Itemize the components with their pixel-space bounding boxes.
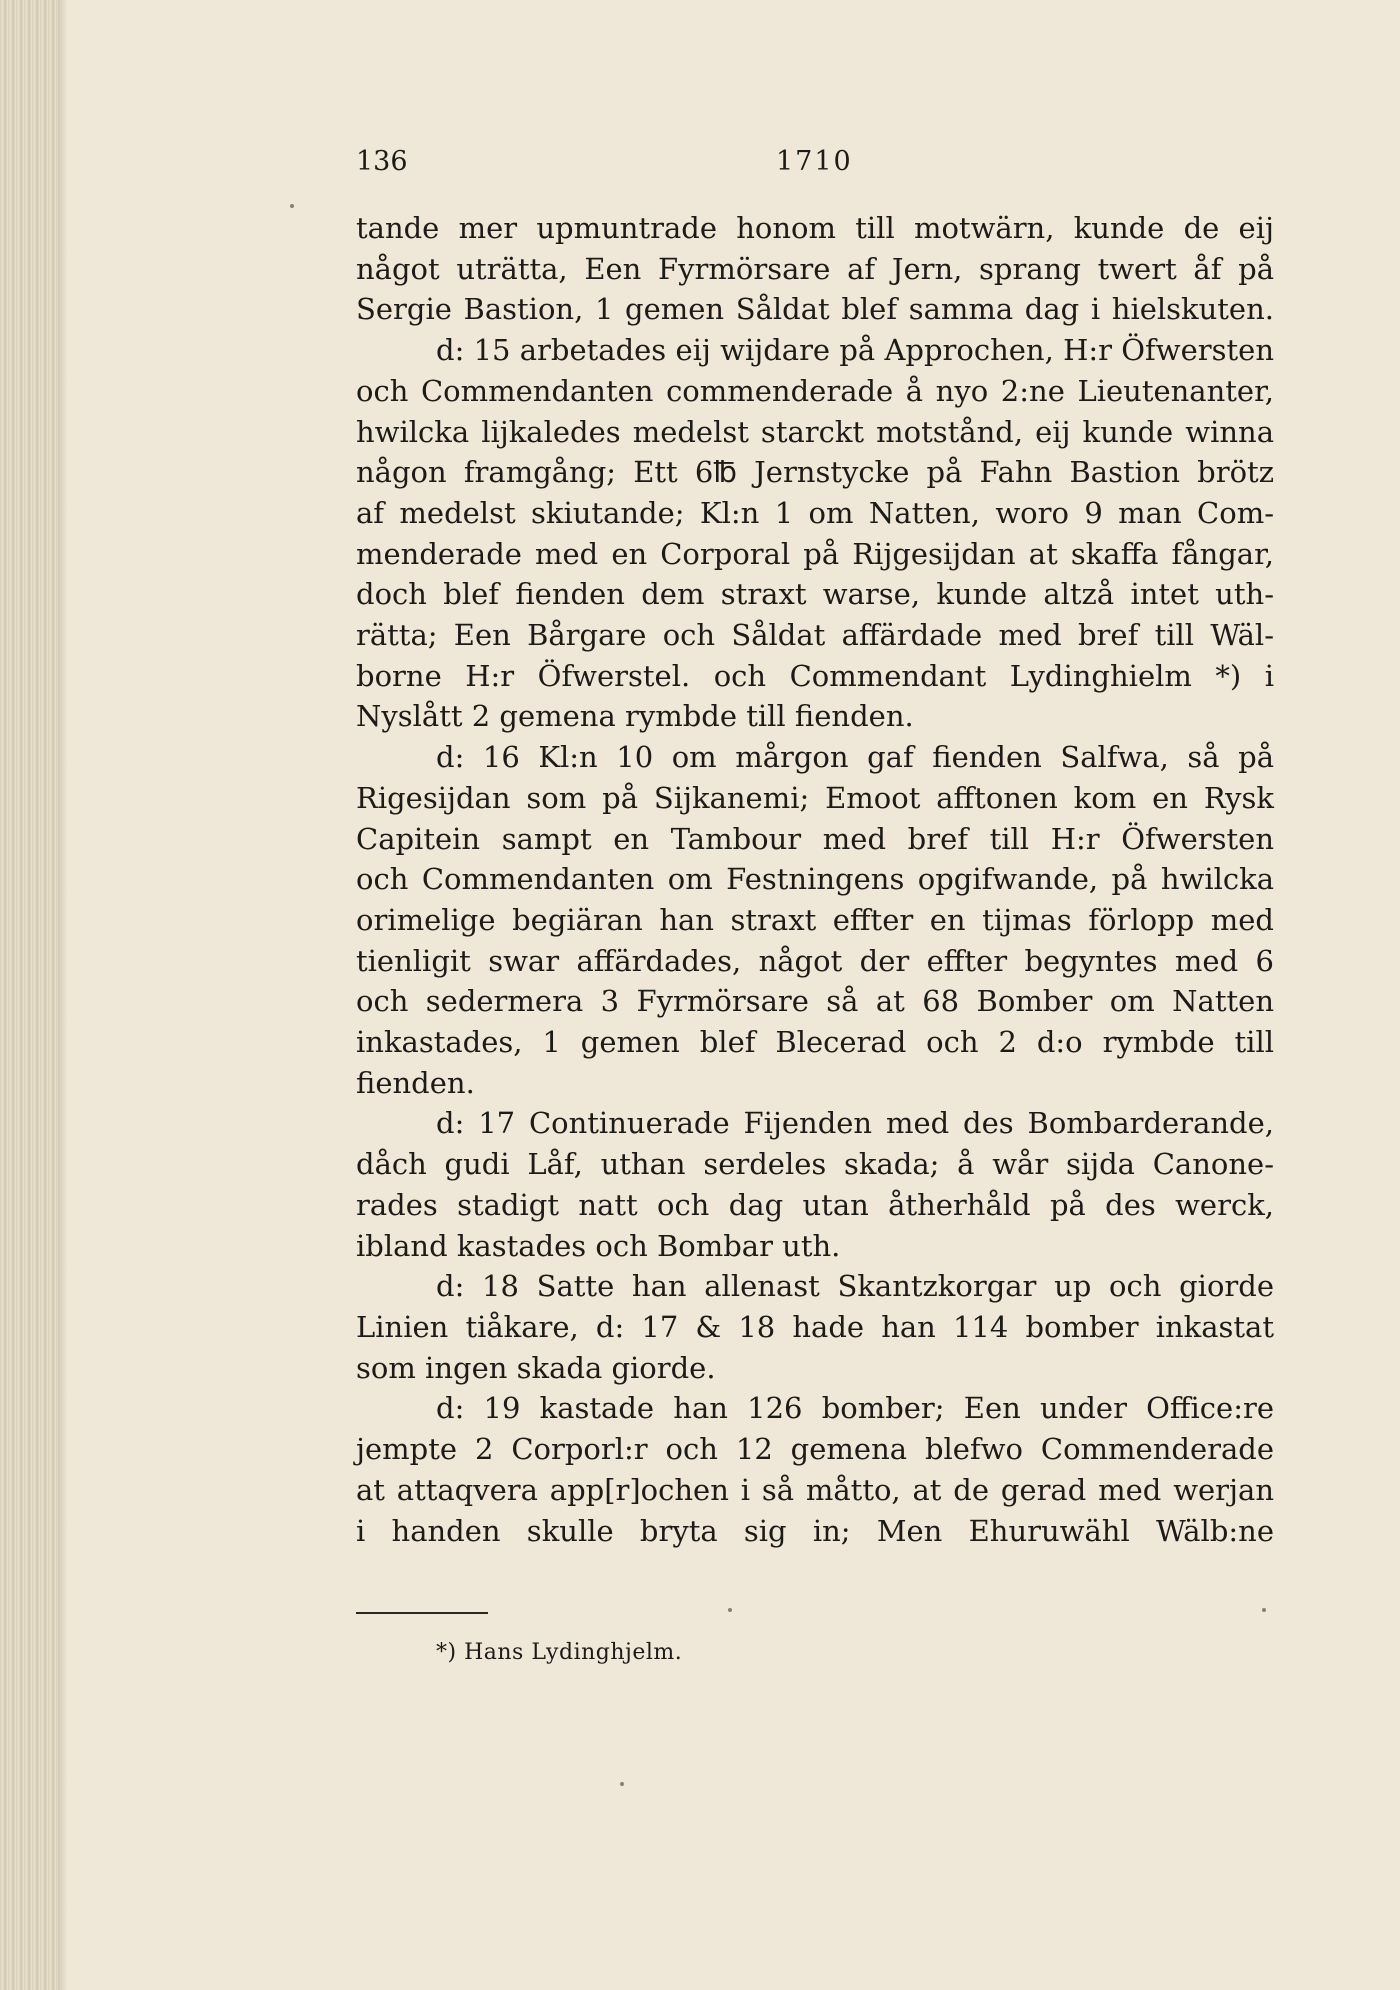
paper-speck (1262, 1608, 1266, 1612)
text-line: at attaqvera app[r]ochen i så måtto, at de gerad med werjan (356, 1472, 1274, 1507)
paragraph (356, 1388, 1274, 1551)
book-binding-edge (0, 0, 58, 1990)
page-number: 136 (356, 146, 408, 177)
page-header (356, 146, 1256, 186)
text-line: tande mer upmuntrade honom till motwärn, kunde de eij (356, 211, 1274, 245)
text-line: Rigesijdan som på Sijkanemi; Emoot afftonen kom en Rysk (356, 780, 1274, 815)
text-line: rades stadigt natt och dag utan åtherhåld på des werck, (356, 1187, 1274, 1222)
page-year: 1710 (776, 146, 853, 177)
footnote-divider (356, 1612, 488, 1614)
text-line: hwilcka lijkaledes medelst starckt motstånd, eij kunde winna (356, 414, 1274, 449)
text-line: d: 16 Kl:n 10 om mårgon gaf fienden Salfwa, så på (436, 740, 1274, 775)
paper-speck (620, 1782, 624, 1786)
text-line: i handen skulle bryta sig in; Men Ehuruwähl Wälb:ne (356, 1513, 1274, 1548)
paragraph (356, 1266, 1274, 1388)
body-text (356, 208, 1274, 1551)
text-line: inkastades, 1 gemen blef Blecerad och 2 d:o rymbde till (356, 1025, 1274, 1060)
text-line: borne H:r Öfwerstel. och Commendant Lydinghielm *) i (356, 658, 1274, 693)
paragraph (356, 1103, 1274, 1266)
text-line: d: 18 Satte han allenast Skantzkorgar up och giorde (436, 1269, 1274, 1304)
paragraph (356, 208, 1274, 330)
text-line: Sergie Bastion, 1 gemen Såldat blef samma dag i hielskuten. (356, 292, 1274, 327)
text-line: och Commendanten commenderade å nyo 2:ne Lieutenanter, (356, 373, 1274, 408)
text-line: jempte 2 Corporl:r och 12 gemena blefwo Commenderade (356, 1432, 1274, 1467)
text-line: dåch gudi Låf, uthan serdeles skada; å wår sijda Canone- (356, 1147, 1274, 1182)
text-line: tienligit swar affärdades, något der effter begyntes med 6 (356, 943, 1274, 978)
text-line: Capitein sampt en Tambour med bref till H:r Öfwersten (356, 821, 1274, 856)
text-line: af medelst skiutande; Kl:n 1 om Natten, woro 9 man Com- (356, 495, 1274, 530)
paragraph (356, 330, 1274, 737)
text-line: och sedermera 3 Fyrmörsare så at 68 Bomber om Natten (356, 984, 1274, 1019)
text-line: som ingen skada giorde. (356, 1350, 716, 1385)
text-line: och Commendanten om Festningens opgifwande, på hwilcka (356, 862, 1274, 897)
paper-speck (728, 1608, 732, 1612)
footnote: *) Hans Lydinghjelm. (436, 1640, 683, 1665)
text-line: doch blef fienden dem straxt warse, kunde altzå intet uth- (356, 577, 1274, 612)
text-line: orimelige begiäran han straxt effter en tijmas förlopp med (356, 902, 1274, 937)
text-line: någon framgång; Ett 6℔ Jernstycke på Fahn Bastion brötz (356, 455, 1274, 490)
text-line: menderade med en Corporal på Rijgesijdan at skaffa fångar, (356, 536, 1274, 571)
text-line: Nyslått 2 gemena rymbde till fienden. (356, 699, 914, 734)
text-line: d: 17 Continuerade Fijenden med des Bombarderande, (436, 1106, 1274, 1141)
text-line: ibland kastades och Bombar uth. (356, 1228, 841, 1263)
paragraph (356, 737, 1274, 1103)
text-line: d: 15 arbetades eij wijdare på Approchen, H:r Öfwersten (436, 333, 1274, 368)
text-line: d: 19 kastade han 126 bomber; Een under Office:re (436, 1391, 1274, 1426)
text-line: Linien tiåkare, d: 17 & 18 hade han 114 bomber inkastat (356, 1309, 1274, 1344)
text-line: något uträtta, Een Fyrmörsare af Jern, sprang twert åf på (356, 251, 1274, 286)
text-line: fienden. (356, 1065, 475, 1100)
text-line: rätta; Een Bårgare och Såldat affärdade med bref till Wäl- (356, 618, 1274, 653)
paper-speck (290, 204, 294, 208)
